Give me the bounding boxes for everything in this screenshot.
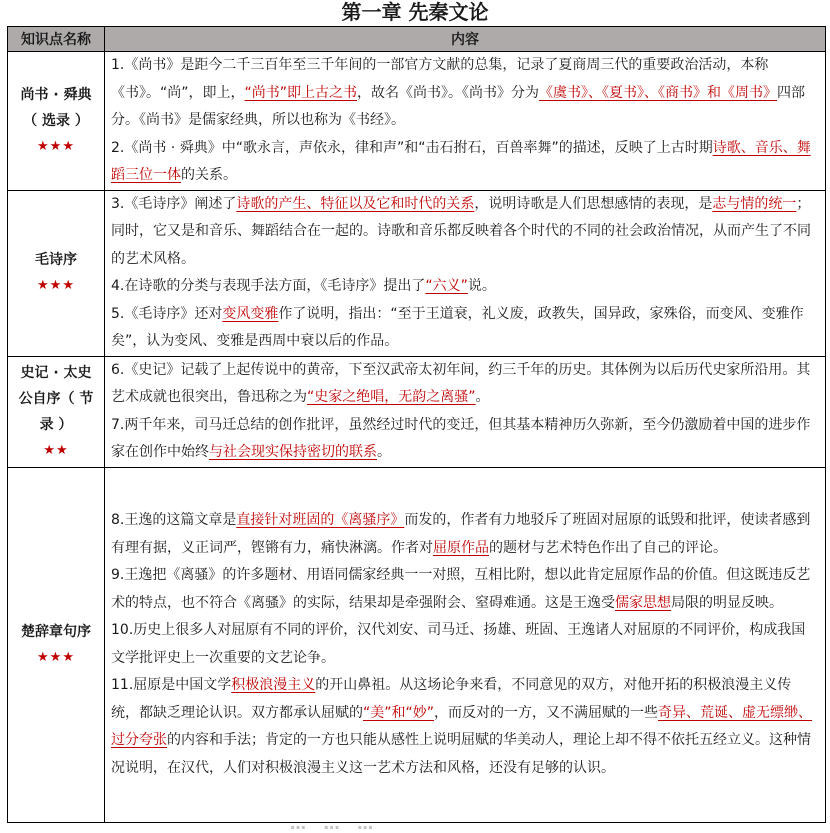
highlighted-key-phrase: 《虞书》、《夏书》、《商书》和《周书》 xyxy=(539,84,778,101)
highlighted-key-phrase: “六义” xyxy=(425,278,468,294)
table-body xyxy=(8,52,826,823)
name-line: 录 ） xyxy=(39,416,73,433)
text-segment: 5.《毛诗序》还对 xyxy=(111,305,223,322)
content-paragraph xyxy=(111,301,819,356)
content-paragraph xyxy=(111,135,819,190)
importance-stars: ★★★ xyxy=(37,138,75,154)
knowledge-point-content xyxy=(105,52,826,191)
content-paragraph xyxy=(111,52,819,135)
content-paragraph xyxy=(111,617,819,672)
knowledge-point-name xyxy=(8,190,105,356)
text-segment: ，说明诗歌是人们思想感情的表现，是 xyxy=(474,195,713,212)
table-row xyxy=(8,467,826,822)
text-segment: 。 xyxy=(377,444,391,460)
highlighted-key-phrase: 儒家思想 xyxy=(615,594,671,611)
table-header-row xyxy=(8,27,826,52)
highlighted-key-phrase: 变风变雅 xyxy=(222,305,279,322)
content-paragraph xyxy=(111,357,819,412)
next-chapter-title-cutoff: … … … xyxy=(290,814,380,833)
text-segment: 10.历史上很多人对屈原有不同的评价，汉代刘安、司马迁、扬雄、班固、王逸诸人对屈原的不同评价，构成我国文学批评史上一次重要的文艺论争。 xyxy=(111,622,806,666)
text-segment: 9.王逸把《离骚》的许多题材、用语同儒家经典一一对照，互相比附，想以此肯定屈原作品的价值。但这既违反艺术的特点，也不符合《离骚》的实际，结果却是牵强附会、窒碍难通。这是王逸受 xyxy=(111,567,811,611)
highlighted-key-phrase: 志与情的统一 xyxy=(712,195,797,212)
text-segment: 的开山鼻祖。从这场论争来看，不同意见的双方，对他开拓的积极浪漫主义传统，都缺乏理论认识。双方都承认屈赋的 xyxy=(111,677,792,721)
text-segment: ；同时，它又是和音乐、舞蹈结合在一起的。诗歌和音乐都反映着各个时代的不同的社会政治情况，从而产生了不同的艺术风格。 xyxy=(111,195,811,267)
name-line: 尚书 · 舜典 xyxy=(20,86,92,103)
page-title: 第一章 先秦文论 xyxy=(341,0,489,24)
highlighted-key-phrase: 诗歌、音乐、舞蹈三位一体 xyxy=(111,139,811,183)
knowledge-point-content xyxy=(105,467,826,822)
text-segment: 作了说明，指出：“至于王道衰，礼义废，政教失，国异政，家殊俗，而变风、变雅作矣”，认为变风、变雅是西周中衰以后的作品。 xyxy=(111,305,804,349)
header-content: 内容 xyxy=(105,27,826,52)
text-segment: 3.《毛诗序》阐述了 xyxy=(111,195,237,212)
importance-stars: ★★★ xyxy=(37,649,75,665)
text-segment: ，故名《尚书》。《尚书》分为 xyxy=(357,84,540,101)
text-segment: 11.屈原是中国文学 xyxy=(111,677,232,693)
highlighted-key-phrase: “史家之绝唱，无韵之离骚” xyxy=(307,389,476,405)
content-paragraph xyxy=(111,672,819,782)
content-paragraph xyxy=(111,191,819,274)
knowledge-table xyxy=(7,26,826,823)
highlighted-key-phrase: “尚书”即上古之书 xyxy=(244,84,358,101)
text-segment: 局限的明显反映。 xyxy=(671,594,783,611)
name-line: 史记 · 太史 xyxy=(20,364,92,381)
knowledge-point-content xyxy=(105,356,826,467)
text-segment: 说。 xyxy=(467,278,496,294)
text-segment: 的题材与艺术特色作出了自己的评论。 xyxy=(489,539,727,556)
table-row xyxy=(8,190,826,356)
highlighted-key-phrase: “美”和“妙” xyxy=(363,704,435,721)
content-paragraph xyxy=(111,507,819,562)
header-knowledge-point: 知识点名称 xyxy=(8,27,105,52)
text-segment: 。 xyxy=(475,389,490,405)
highlighted-key-phrase: 与社会现实保持密切的联系 xyxy=(209,444,377,460)
name-line: 毛诗序 xyxy=(35,252,77,268)
importance-stars: ★★ xyxy=(43,442,69,458)
text-segment: 的关系。 xyxy=(181,167,237,183)
text-segment: 2.《尚书 · 舜典》中“歌永言，声依永，律和声”和“击石拊石，百兽率舞”的描述，反映了上古时期 xyxy=(111,139,713,156)
highlighted-key-phrase: 直接针对班固的《离骚序》 xyxy=(236,512,405,528)
content-paragraph xyxy=(111,562,819,617)
name-line: 楚辞章句序 xyxy=(21,623,91,640)
importance-stars: ★★★ xyxy=(37,278,75,293)
text-segment: 1.《尚书》是距今二千三百年至三千年间的一部官方文献的总集，记录了夏商周三代的重要政治活动，本称《书》。“尚”，即上， xyxy=(111,57,769,101)
name-line: （ 选录 ） xyxy=(23,112,89,129)
highlighted-key-phrase: 诗歌的产生、特征以及它和时代的关系 xyxy=(236,195,475,212)
knowledge-point-name xyxy=(8,467,105,822)
text-segment: 的内容和手法；肯定的一方也只能从感性上说明屈赋的华美动人，理论上却不得不依托五经立义。这种情况说明，在汉代，人们对积极浪漫主义这一艺术方法和风格，还没有足够的认识。 xyxy=(111,732,811,776)
content-paragraph xyxy=(111,273,819,301)
knowledge-point-name xyxy=(8,52,105,191)
knowledge-point-content xyxy=(105,190,826,356)
name-line: 公自序（ 节 xyxy=(18,390,94,407)
text-segment: 6.《史记》记载了上起传说中的黄帝，下至汉武帝太初年间，约三千年的历史。其体例为以后历代史家所沿用。其艺术成就也很突出，鲁迅称之为 xyxy=(111,361,811,405)
text-segment: ，而反对的一方，又不满屈赋的一些 xyxy=(434,704,659,721)
highlighted-key-phrase: 屈原作品 xyxy=(433,539,489,556)
highlighted-key-phrase: 积极浪漫主义 xyxy=(231,677,316,693)
knowledge-point-name xyxy=(8,356,105,467)
content-paragraph xyxy=(111,412,819,467)
table-row xyxy=(8,356,826,467)
text-segment: 7.两千年来，司马迁总结的创作批评，虽然经过时代的变迁，但其基本精神历久弥新，至今仍激励着中国的进步作家在创作中始终 xyxy=(111,416,811,460)
table-row xyxy=(8,52,826,191)
text-segment: 而发的，作者有力地驳斥了班固对屈原的诋毁和批评，使读者感到有理有据，义正词严，铿锵有力，痛快淋漓。作者对 xyxy=(111,512,811,556)
text-segment: 四部分。《尚书》是儒家经典，所以也称为《书经》。 xyxy=(111,84,806,128)
text-segment: 4.在诗歌的分类与表现手法方面，《毛诗序》提出了 xyxy=(111,278,426,294)
text-segment: 8.王逸的这篇文章是 xyxy=(111,512,237,528)
highlighted-key-phrase: 奇异、荒诞、虚无缥缈、过分夸张 xyxy=(111,704,813,748)
